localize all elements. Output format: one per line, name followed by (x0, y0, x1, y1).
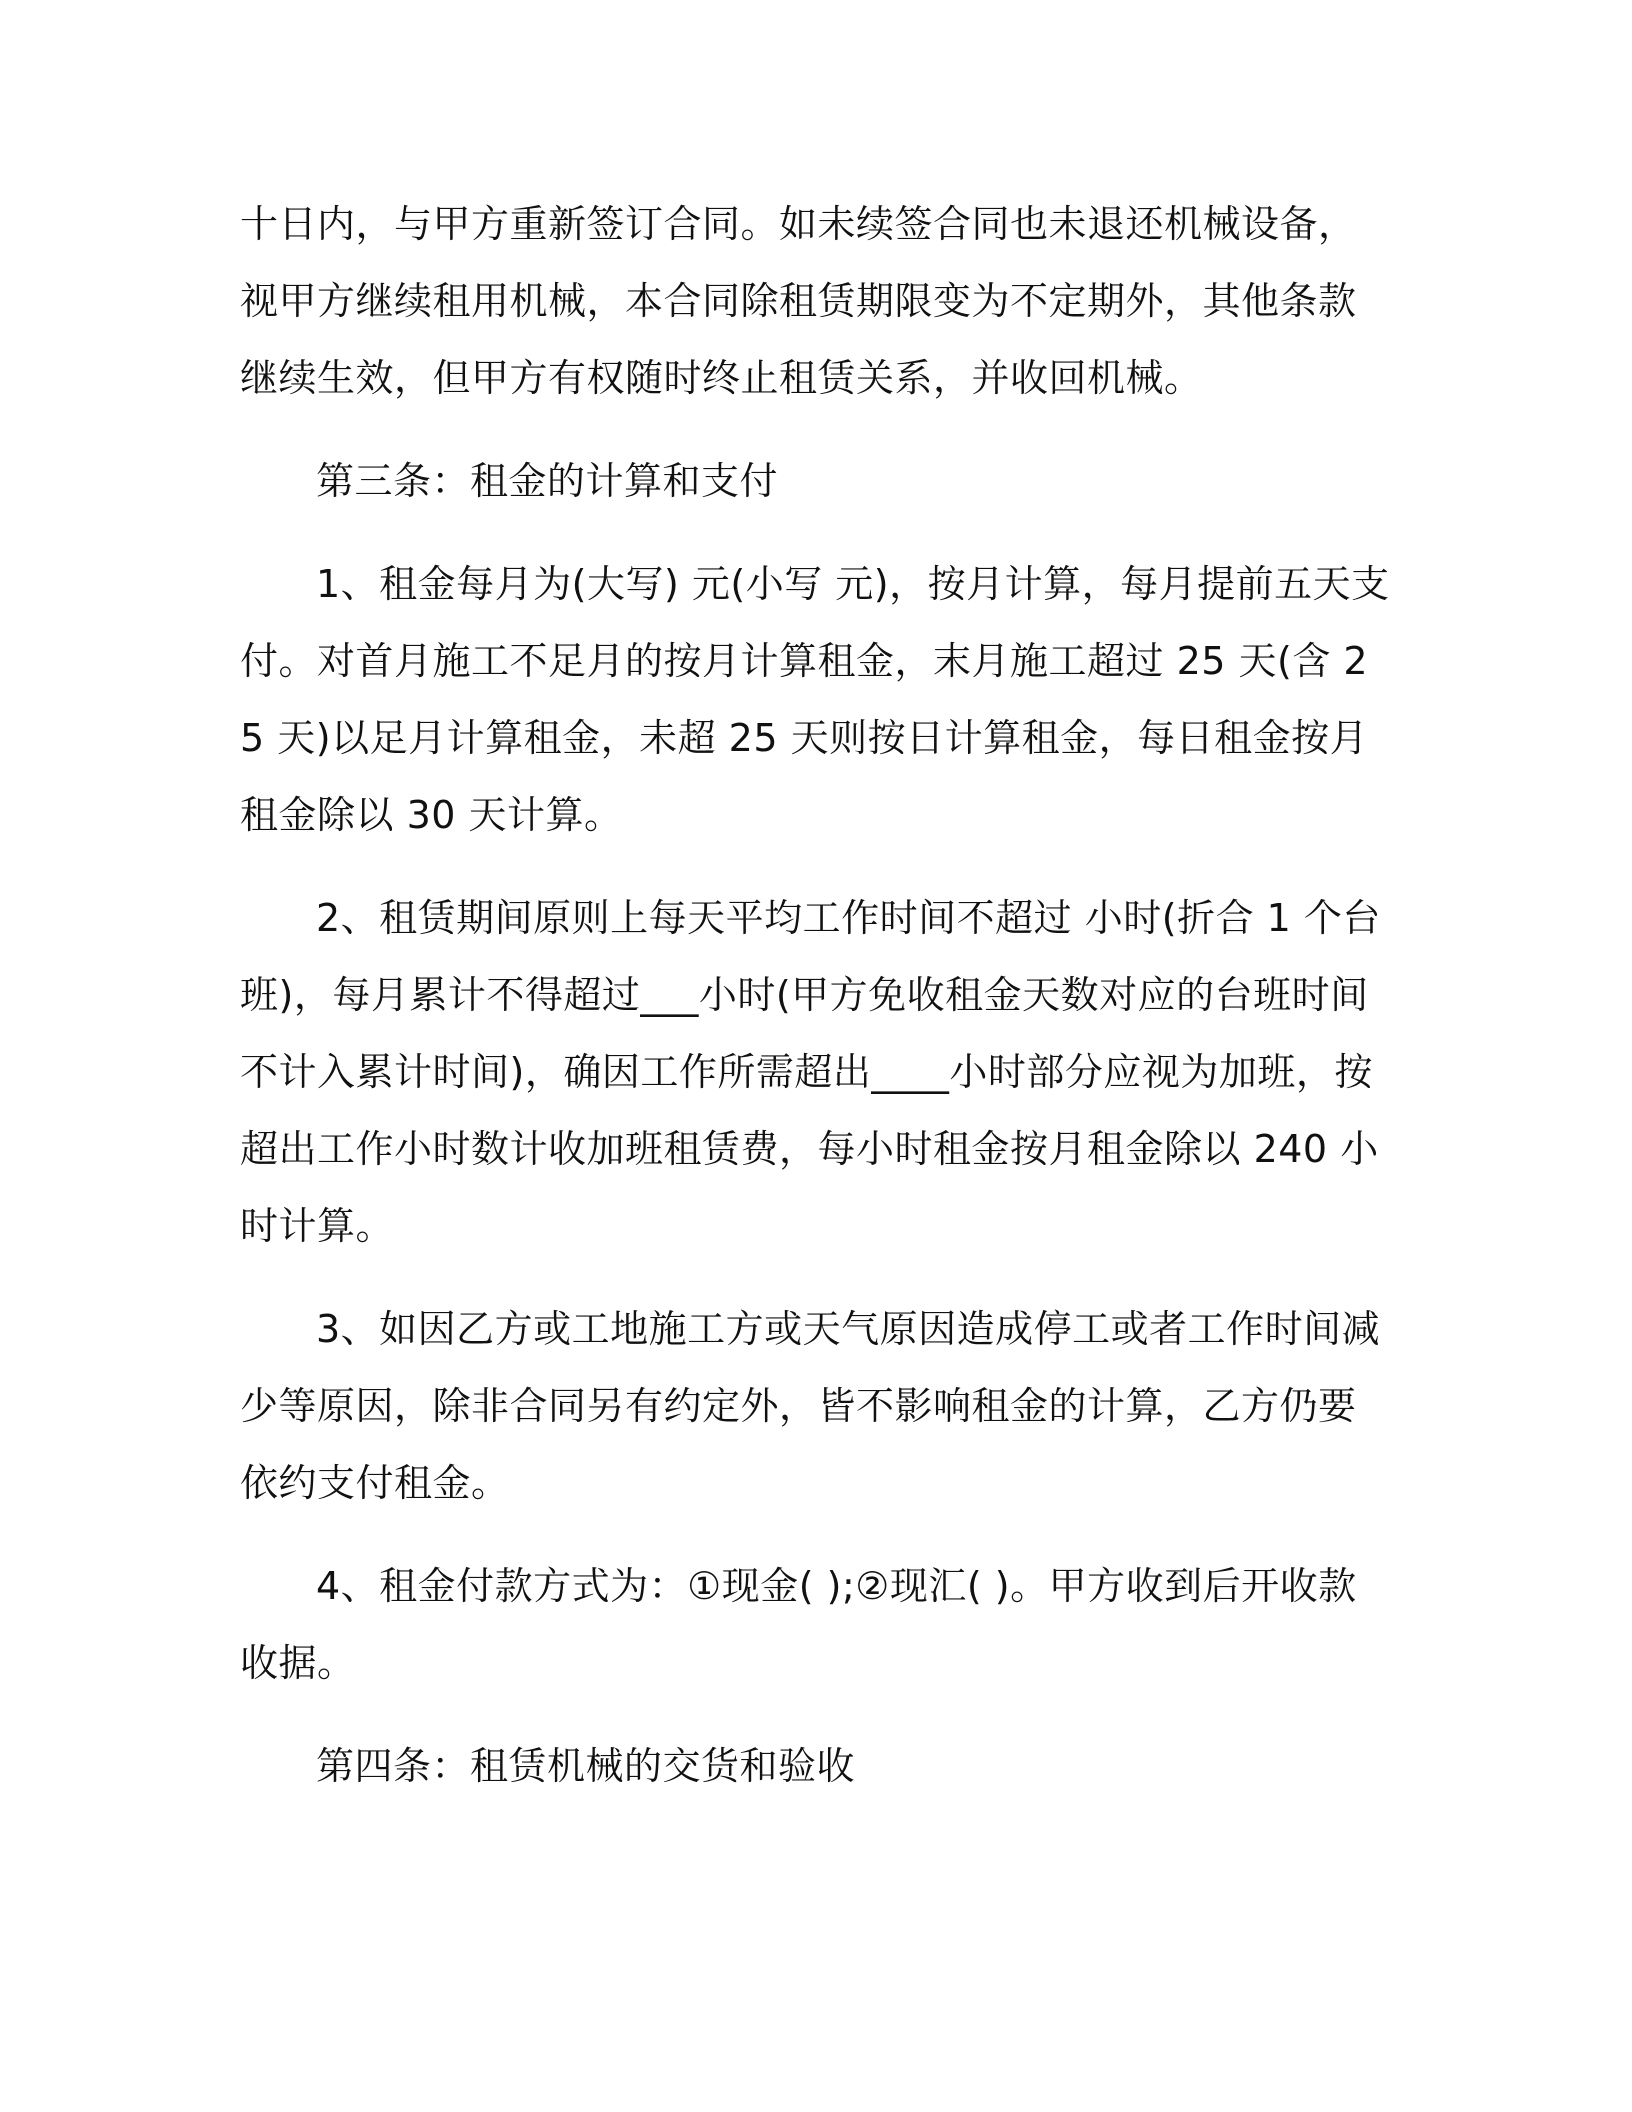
article-3-item-2: 2、租赁期间原则上每天平均工作时间不超过 小时(折合 1 个台班)，每月累计不得超过___小时(甲方免收租金天数对应的台班时间不计入累计时间)，确因工作所需超出____小时部分应视为加班，按超出工作小时数计收加班租赁费，每小时租金按月租金除以 240 小时计算。 (240, 896, 1381, 1248)
article-3-item-1: 1、租金每月为(大写) 元(小写 元)，按月计算，每月提前五天支付。对首月施工不足月的按月计算租金，末月施工超过 25 天(含 25 天)以足月计算租金，未超 25 天则按日计算租金，每日租金按月租金除以 30 天计算。 (240, 562, 1390, 837)
article-4-heading: 第四条：租赁机械的交货和验收 (316, 1744, 856, 1788)
article-3-item-4: 4、租金付款方式为：①现金( );②现汇( )。甲方收到后开收款收据。 (240, 1564, 1357, 1685)
article-3-item-3: 3、如因乙方或工地施工方或天气原因造成停工或者工作时间减少等原因，除非合同另有约定外，皆不影响租金的计算，乙方仍要依约支付租金。 (240, 1307, 1381, 1505)
paragraph-continuation: 十日内，与甲方重新签订合同。如未续签合同也未退还机械设备，视甲方继续租用机械，本合同除租赁期限变为不定期外，其他条款继续生效，但甲方有权随时终止租赁关系，并收回机械。 (240, 202, 1357, 400)
article-3-heading: 第三条：租金的计算和支付 (316, 459, 779, 503)
document-body (240, 186, 1390, 1805)
